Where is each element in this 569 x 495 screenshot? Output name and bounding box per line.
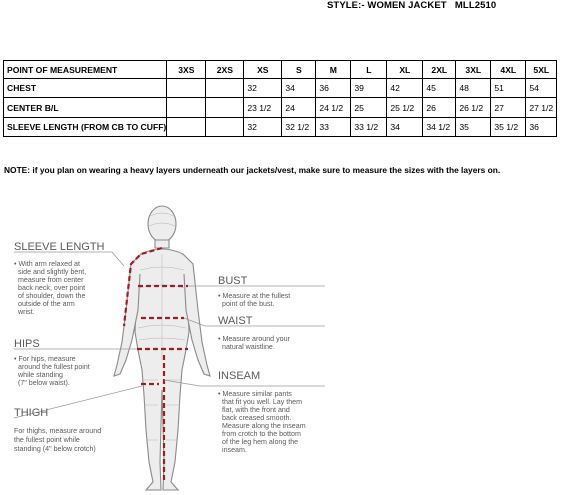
svg-text:For thighs, measure around: For thighs, measure around [14, 427, 102, 435]
svg-text:• Measure at the fullest: • Measure at the fullest [218, 292, 291, 300]
header-size: 2XL [423, 61, 456, 79]
table-cell: 32 1/2 [282, 117, 316, 136]
header-size: 3XL [456, 61, 491, 79]
table-cell: 42 [387, 79, 423, 98]
table-cell: 24 1/2 [316, 98, 351, 117]
header-size: S [282, 61, 316, 79]
svg-text:back creased smooth.: back creased smooth. [222, 414, 292, 422]
table-cell: 33 1/2 [351, 117, 387, 136]
table-cell: 35 1/2 [491, 117, 526, 136]
hips-title: HIPS [14, 338, 40, 350]
svg-text:around the fullest point: around the fullest point [18, 363, 90, 371]
svg-text:that fit you well. Lay them: that fit you well. Lay them [222, 398, 303, 406]
svg-text:point of the bust.: point of the bust. [222, 300, 275, 308]
waist-text [218, 335, 291, 351]
table-header-row [4, 61, 557, 79]
table-cell: 27 1/2 [526, 98, 557, 117]
hips-text [14, 355, 90, 387]
bust-text [218, 292, 290, 308]
table-cell: 24 [282, 98, 316, 117]
svg-text:standing (4" below crotch): standing (4" below crotch) [14, 445, 96, 453]
svg-text:(7" below waist).: (7" below waist). [18, 379, 70, 387]
header-size: 3XS [167, 61, 206, 79]
svg-text:back neck, over point: back neck, over point [18, 284, 86, 292]
header-size: XL [387, 61, 423, 79]
svg-text:• Measure similar pants: • Measure similar pants [218, 390, 292, 398]
inseam-text [218, 390, 306, 454]
svg-text:from crotch to the bottom: from crotch to the bottom [222, 430, 301, 438]
table-cell [206, 79, 244, 98]
svg-text:Measure along the inseam: Measure along the inseam [222, 422, 306, 430]
table-cell: 54 [526, 79, 557, 98]
svg-text:• Measure around your: • Measure around your [218, 335, 290, 343]
table-cell: 36 [316, 79, 351, 98]
header-point-of-measurement: POINT OF MEASUREMENT [4, 61, 167, 79]
svg-text:wrist.: wrist. [18, 308, 35, 316]
header-size: L [351, 61, 387, 79]
table-cell: 33 [316, 117, 351, 136]
svg-text:flat, with the front and: flat, with the front and [222, 406, 290, 414]
row-label: SLEEVE LENGTH (FROM CB TO CUFF) [4, 117, 167, 136]
table-cell [167, 117, 206, 136]
header-size: 5XL [526, 61, 557, 79]
svg-text:inseam.: inseam. [222, 446, 247, 454]
table-cell: 26 [423, 98, 456, 117]
row-label: CHEST [4, 79, 167, 98]
table-cell: 34 1/2 [423, 117, 456, 136]
table-cell: 34 [387, 117, 423, 136]
table-cell: 25 1/2 [387, 98, 423, 117]
svg-text:• With arm relaxed at: • With arm relaxed at [14, 260, 80, 268]
table-cell: 51 [491, 79, 526, 98]
header-size: 2XS [206, 61, 244, 79]
svg-text:• For hips, measure: • For hips, measure [14, 355, 76, 363]
header-size: M [316, 61, 351, 79]
bust-title: BUST [218, 275, 248, 287]
table-cell: 26 1/2 [456, 98, 491, 117]
svg-text:outside of the arm: outside of the arm [18, 300, 75, 308]
thigh-text [14, 427, 101, 453]
row-label: CENTER B/L [4, 98, 167, 117]
table-cell: 39 [351, 79, 387, 98]
svg-text:natural waistline.: natural waistline. [222, 343, 275, 351]
table-cell: 36 [526, 117, 557, 136]
table-cell: 25 [351, 98, 387, 117]
table-cell: 34 [282, 79, 316, 98]
table-cell: 32 [244, 117, 282, 136]
sleeve-length-text [14, 260, 86, 316]
table-cell [206, 117, 244, 136]
svg-text:the fullest point while: the fullest point while [14, 436, 80, 444]
table-cell: 45 [423, 79, 456, 98]
table-cell [167, 98, 206, 117]
waist-title: WAIST [218, 315, 253, 327]
size-chart-table [3, 60, 557, 137]
table-cell: 32 [244, 79, 282, 98]
inseam-title: INSEAM [218, 370, 261, 382]
thigh-title: THIGH [14, 407, 49, 419]
layering-note: NOTE: if you plan on wearing a heavy layers underneath our jackets/vest, make sure to measure the sizes with the layers on. [4, 165, 501, 175]
table-row-center-bl [4, 98, 557, 117]
measurement-guide-diagram [0, 190, 569, 495]
header-size: XS [244, 61, 282, 79]
sleeve-length-title: SLEEVE LENGTH [14, 241, 105, 253]
table-cell [167, 79, 206, 98]
svg-text:while standing: while standing [18, 371, 63, 379]
table-row-sleeve-length [4, 117, 557, 136]
table-cell [206, 98, 244, 117]
svg-text:measure from center: measure from center [18, 276, 84, 284]
table-row-chest [4, 79, 557, 98]
svg-text:of shoulder, down the: of shoulder, down the [18, 292, 86, 300]
style-title: STYLE:- WOMEN JACKET MLL2510 [327, 0, 497, 11]
table-cell: 23 1/2 [244, 98, 282, 117]
svg-text:side and slightly bent,: side and slightly bent, [18, 268, 87, 276]
svg-text:of the leg hem along the: of the leg hem along the [222, 438, 299, 446]
header-size: 4XL [491, 61, 526, 79]
table-cell: 48 [456, 79, 491, 98]
table-cell: 27 [491, 98, 526, 117]
table-cell: 35 [456, 117, 491, 136]
